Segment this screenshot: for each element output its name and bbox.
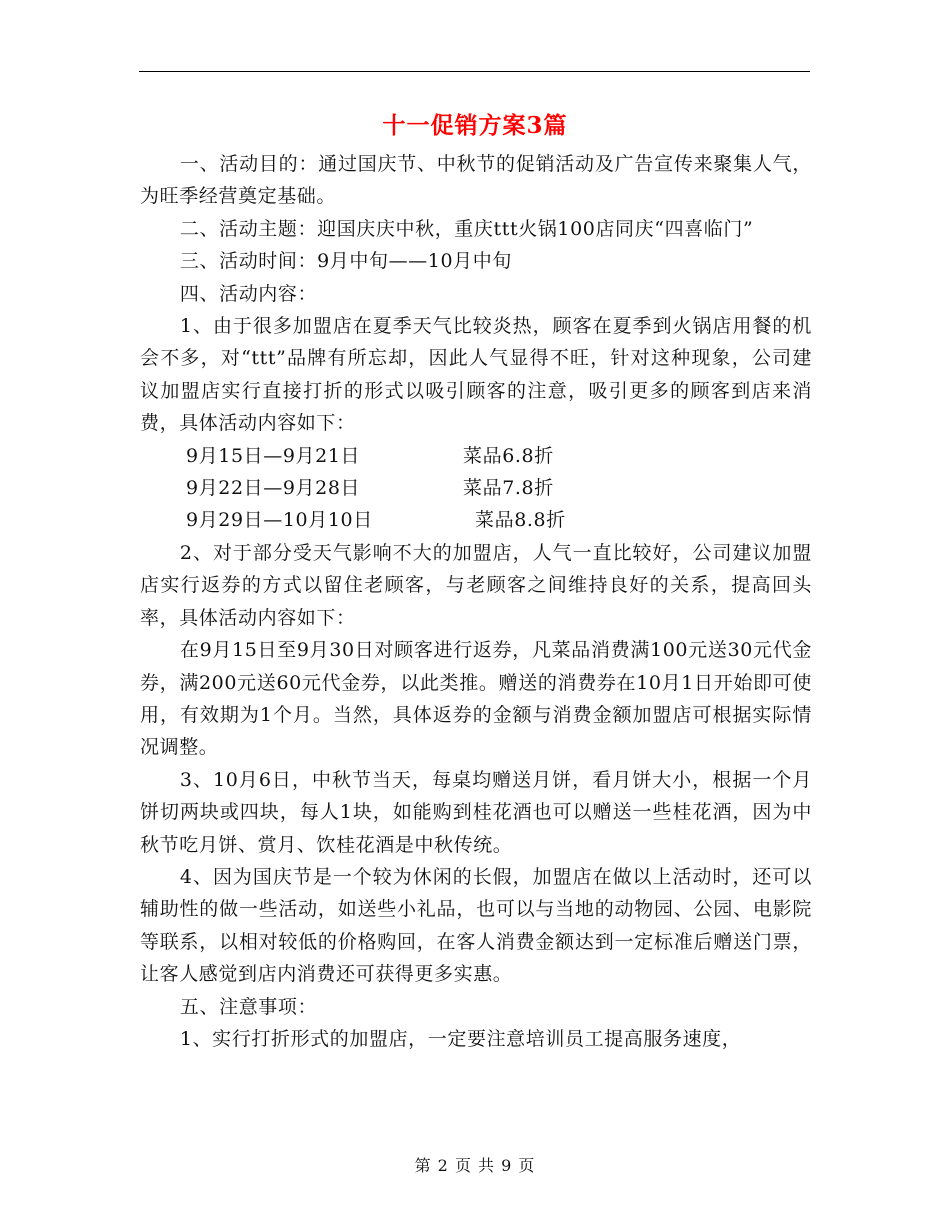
discount-row xyxy=(140,504,812,536)
discount-dates: 9月15日—9月21日 xyxy=(186,444,361,467)
paragraph: 三、活动时间：9月中旬——10月中旬 xyxy=(179,250,512,273)
paragraph: 一、活动目的：通过国庆节、中秋节的促销活动及广告宣传来聚集人气，为旺季经营奠定基础。 xyxy=(140,153,812,208)
paragraph: 1、实行打折形式的加盟店，一定要注意培训员工提高服务速度， xyxy=(179,1027,742,1050)
paragraph: 2、对于部分受天气影响不大的加盟店，人气一直比较好，公司建议加盟店实行返券的方式以留住老顾客，与老顾客之间维持良好的关系，提高回头率，具体活动内容如下： xyxy=(140,541,812,629)
discount-dates: 9月22日—9月28日 xyxy=(186,477,361,500)
paragraph: 1、由于很多加盟店在夏季天气比较炎热，顾客在夏季到火锅店用餐的机会不多，对“ttt”品牌有所忘却，因此人气显得不旺，针对这种现象，公司建议加盟店实行直接打折的形式以吸引顾客的注意，吸引更多的顾客到店来消费，具体活动内容如下： xyxy=(140,315,812,435)
discount-dates: 9月29日—10月10日 xyxy=(186,509,373,532)
discount-offer: 菜品8.8折 xyxy=(475,509,566,532)
paragraph: 二、活动主题：迎国庆庆中秋，重庆ttt火锅100店同庆“四喜临门” xyxy=(179,217,754,240)
paragraph: 3、10月6日，中秋节当天，每桌均赠送月饼，看月饼大小，根据一个月饼切两块或四块，每人1块，如能购到桂花酒也可以赠送一些桂花酒，因为中秋节吃月饼、赏月、饮桂花酒是中秋传统。 xyxy=(140,768,812,856)
discount-offer: 菜品6.8折 xyxy=(463,444,554,467)
paragraph: 4、因为国庆节是一个较为休闲的长假，加盟店在做以上活动时，还可以辅助性的做一些活动，如送些小礼品，也可以与当地的动物园、公园、电影院等联系，以相对较低的价格购回，在客人消费金额达到一定标准后赠送门票，让客人感觉到店内消费还可获得更多实惠。 xyxy=(140,865,812,986)
paragraph: 在9月15日至9月30日对顾客进行返券，凡菜品消费满100元送30元代金券，满200元送60元代金券，以此类推。赠送的消费券在10月1日开始即可使用，有效期为1个月。当然，具体返券的金额与消费金额加盟店可根据实际情况调整。 xyxy=(140,639,812,759)
header-rule xyxy=(139,71,810,72)
page-number: 第 2 页 共 9 页 xyxy=(414,1156,536,1175)
paragraph: 四、活动内容： xyxy=(179,282,318,305)
document-title: 十一促销方案3篇 xyxy=(382,112,568,139)
document-body xyxy=(140,148,812,1055)
paragraph: 五、注意事项： xyxy=(179,995,318,1018)
discount-row xyxy=(140,440,812,472)
discount-offer: 菜品7.8折 xyxy=(463,477,554,500)
discount-row xyxy=(140,472,812,504)
